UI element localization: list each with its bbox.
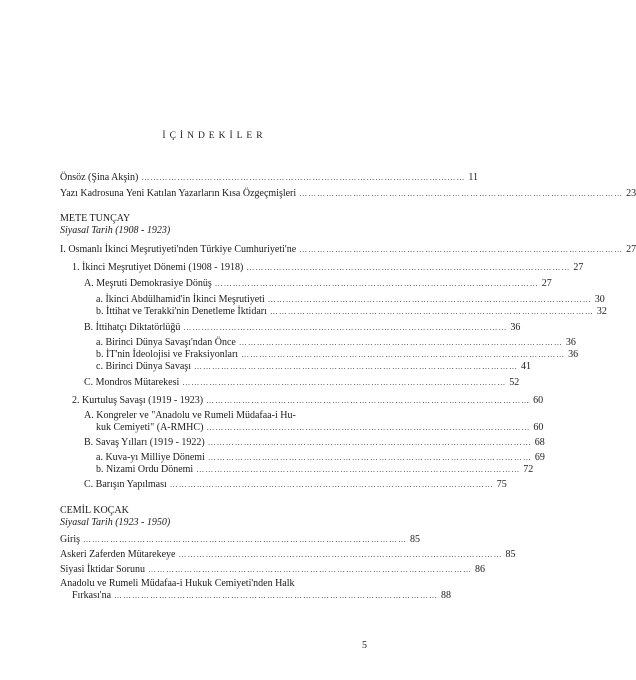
toc-entry[interactable] <box>60 534 420 546</box>
toc-page-number: 27 <box>626 244 636 255</box>
toc-page-number: 60 <box>533 422 544 433</box>
toc-leader <box>268 294 592 306</box>
toc-leader <box>239 337 563 349</box>
toc-entry-text: Giriş <box>60 534 80 545</box>
toc-entry-text: Yazı Kadrosuna Yeni Katılan Yazarların Kısa Özgeçmişleri <box>60 188 297 199</box>
page-number: 5 <box>362 640 367 651</box>
toc-entry-text: Önsöz (Şina Akşin) <box>60 172 139 183</box>
toc-leader <box>208 452 532 464</box>
toc-section-entry[interactable] <box>60 244 636 256</box>
toc-leader <box>299 188 623 200</box>
author-heading: CEMİL KOÇAK <box>60 505 129 516</box>
toc-entry-preface[interactable] <box>60 172 478 184</box>
toc-entry[interactable] <box>72 395 544 407</box>
toc-entry[interactable] <box>96 349 579 361</box>
toc-entry-text: b. İttihat ve Terakki'nin Denetleme İktidarı <box>96 306 267 317</box>
toc-entry-text: kuk Cemiyeti" (A-RMHC) <box>96 422 204 433</box>
toc-page-number: 36 <box>568 349 579 360</box>
toc-entry-text: A. Meşruti Demokrasiye Dönüş <box>84 278 212 289</box>
toc-leader <box>170 479 494 491</box>
toc-leader <box>299 244 623 256</box>
toc-leader <box>246 262 570 274</box>
toc-entry-text: a. İkinci Abdülhamid'in İkinci Meşrutiyeti <box>96 294 265 305</box>
toc-entry[interactable] <box>96 452 545 464</box>
toc-page-number: 27 <box>573 262 584 273</box>
toc-entry[interactable] <box>60 549 516 561</box>
toc-leader <box>206 395 530 407</box>
toc-page-number: 60 <box>533 395 544 406</box>
toc-leader <box>208 437 532 449</box>
toc-entry-text: 2. Kurtuluş Savaşı (1919 - 1923) <box>72 395 204 406</box>
toc-entry[interactable] <box>96 294 605 306</box>
toc-leader <box>194 361 518 373</box>
toc-page-number: 85 <box>505 549 516 560</box>
toc-page-number: 88 <box>441 590 452 601</box>
toc-page-number: 32 <box>596 306 607 317</box>
toc-entry-text: 1. İkinci Meşrutiyet Dönemi (1908 - 1918) <box>72 262 244 273</box>
toc-page-number: 68 <box>534 437 545 448</box>
toc-leader <box>270 306 594 318</box>
toc-leader <box>241 349 565 361</box>
toc-entry[interactable] <box>72 262 584 274</box>
toc-page-number: 23 <box>626 188 636 199</box>
author-heading: METE TUNÇAY <box>60 213 131 224</box>
toc-entry-text: b. Nizami Ordu Dönemi <box>96 464 194 475</box>
toc-entry[interactable] <box>60 564 485 576</box>
toc-entry-text: Fırkası'na <box>72 590 112 601</box>
toc-page-number: 86 <box>475 564 485 575</box>
toc-entry-text: B. Savaş Yılları (1919 - 1922) <box>84 437 205 448</box>
toc-page-number: 69 <box>534 452 545 463</box>
toc-entry[interactable] <box>96 361 531 373</box>
toc-entry-text[interactable]: A. Kongreler ve "Anadolu ve Rumeli Müdafaa-i Hu- <box>84 410 296 421</box>
toc-leader <box>183 322 507 334</box>
toc-leader <box>114 590 438 602</box>
toc-page-number: 85 <box>410 534 420 545</box>
toc-entry-text: a. Kuva-yı Milliye Dönemi <box>96 452 205 463</box>
toc-entry-text: b. İT'nin İdeolojisi ve Fraksiyonları <box>96 349 239 360</box>
page-title: İÇİNDEKİLER <box>162 131 267 141</box>
toc-leader <box>179 549 503 561</box>
toc-entry-text: Siyasi İktidar Sorunu <box>60 564 145 575</box>
toc-entry-authors[interactable] <box>60 188 636 200</box>
toc-page-number: 30 <box>594 294 605 305</box>
toc-entry[interactable] <box>84 437 545 449</box>
section-subtitle: Siyasal Tarih (1908 - 1923) <box>60 225 171 236</box>
toc-leader <box>83 534 407 546</box>
toc-entry[interactable] <box>96 337 576 349</box>
toc-entry[interactable] <box>84 322 521 334</box>
toc-leader <box>148 564 472 576</box>
toc-entry-text: a. Birinci Dünya Savaşı'ndan Önce <box>96 337 236 348</box>
toc-page-number: 72 <box>523 464 534 475</box>
toc-page-number: 52 <box>509 377 520 388</box>
toc-page-number: 41 <box>520 361 531 372</box>
toc-leader <box>182 377 506 389</box>
toc-entry[interactable] <box>96 464 534 476</box>
toc-entry[interactable] <box>84 278 552 290</box>
section-subtitle: Siyasal Tarih (1923 - 1950) <box>60 517 171 528</box>
toc-leader <box>215 278 539 290</box>
toc-entry-text: I. Osmanlı İkinci Meşrutiyeti'nden Türkiye Cumhuriyeti'ne <box>60 244 297 255</box>
toc-page-number: 36 <box>565 337 576 348</box>
toc-entry-text: Askeri Zaferden Mütarekeye <box>60 549 176 560</box>
toc-page-number: 27 <box>541 278 552 289</box>
toc-entry[interactable] <box>96 306 607 318</box>
toc-entry-text: C. Mondros Mütarekesi <box>84 377 180 388</box>
toc-entry[interactable] <box>96 422 544 434</box>
toc-page-number: 36 <box>510 322 521 333</box>
toc-entry-text: B. İttihatçı Diktatörlüğü <box>84 322 181 333</box>
toc-leader <box>196 464 520 476</box>
toc-entry[interactable] <box>84 377 520 389</box>
toc-entry-text: C. Barışın Yapılması <box>84 479 167 490</box>
toc-leader <box>206 422 530 434</box>
toc-entry[interactable] <box>84 479 507 491</box>
toc-page-number: 75 <box>496 479 507 490</box>
toc-entry-text[interactable]: Anadolu ve Rumeli Müdafaa-i Hukuk Cemiyeti'nden Halk <box>60 578 295 589</box>
toc-entry[interactable] <box>72 590 452 602</box>
toc-entry-text: c. Birinci Dünya Savaşı <box>96 361 191 372</box>
toc-leader <box>141 172 465 184</box>
toc-page-number: 11 <box>468 172 478 183</box>
